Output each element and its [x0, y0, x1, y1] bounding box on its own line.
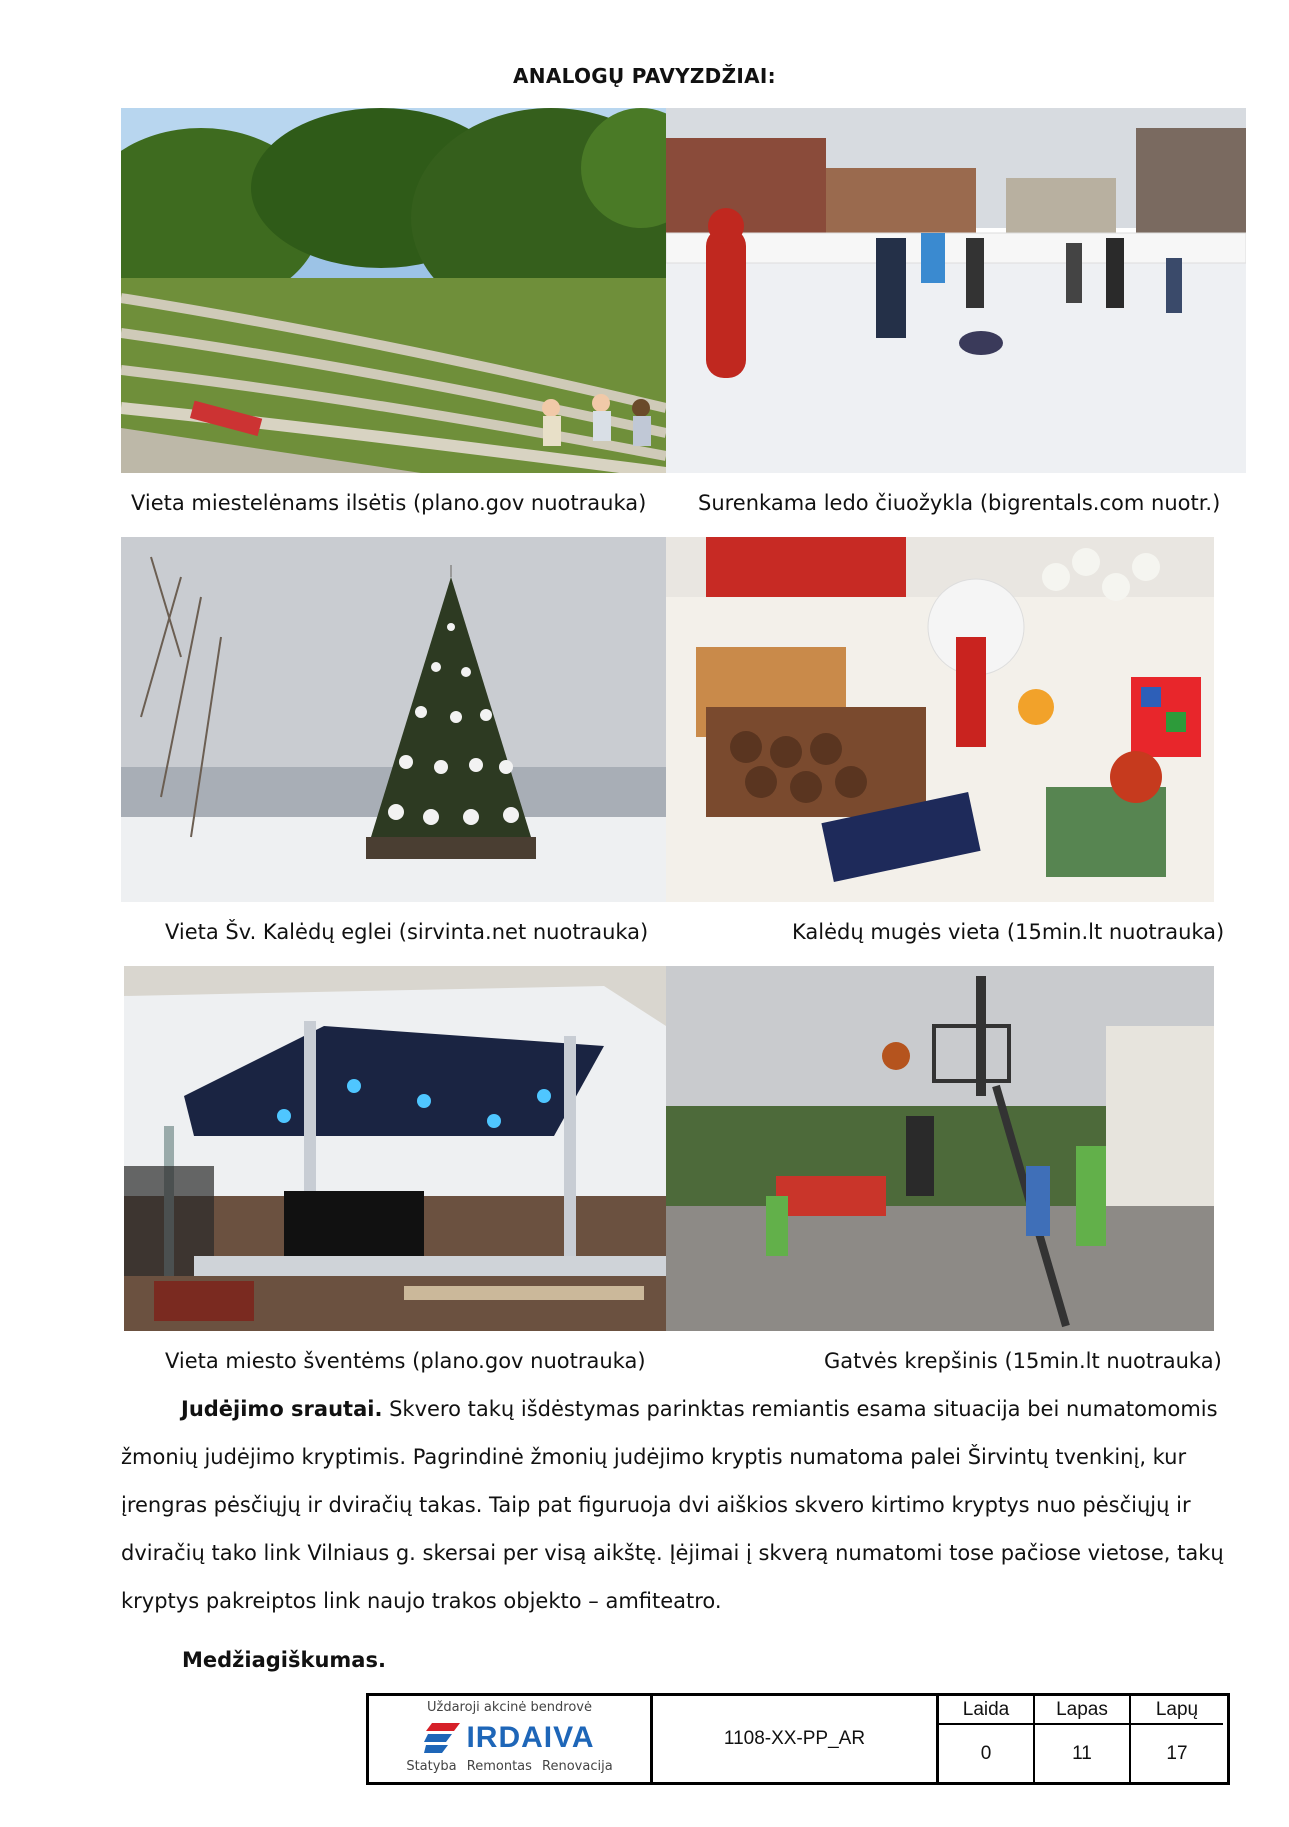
document-code: 1108-XX-PP_AR	[653, 1696, 939, 1782]
company-tagline: Statyba Remontas Renovacija	[406, 1759, 613, 1774]
caption-photo-2: Surenkama ledo čiuožykla (bigrentals.com nuotr.)	[698, 491, 1221, 515]
lapu-label: Lapų	[1131, 1696, 1223, 1725]
caption-photo-1: Vieta miestelėnams ilsėtis (plano.gov nuotrauka)	[131, 491, 647, 515]
photo-event-stage	[124, 966, 666, 1331]
movement-heading: Judėjimo srautai.	[181, 1397, 383, 1421]
sheet-info	[939, 1696, 1227, 1782]
company-type: Uždaroji akcinė bendrovė	[427, 1700, 592, 1715]
caption-photo-5: Vieta miesto šventėms (plano.gov nuotrauka)	[165, 1349, 646, 1373]
photo-christmas-tree	[121, 537, 666, 902]
company-name: IRDAIVA	[466, 1721, 595, 1754]
movement-paragraph	[121, 1385, 1233, 1625]
company-logo	[369, 1721, 650, 1755]
lapas-label: Lapas	[1035, 1696, 1131, 1725]
movement-text: Skvero takų išdėstymas parinktas remiantis esama situacija bei numatomomis žmonių judėjimo kryptimis. Pagrindinė žmonių judėjimo kryptis numatoma palei Širvintų tvenkinį, kur įrengras pėsčiųjų ir dviračių takas. Taip pat figuruoja dvi aiškios skvero kirtimo kryptys nuo pėsčiųjų ir dviračių tako link Vilniaus g. skersai per visą aikštę. Įėjimai į skverą numatomi tose pačiose vietose, takų kryptys pakreiptos link naujo trakos objekto – amfiteatro.	[121, 1397, 1224, 1613]
photo-ice-rink	[666, 108, 1246, 473]
photo-amphitheatre	[121, 108, 666, 473]
title-block	[366, 1693, 1230, 1785]
caption-photo-6: Gatvės krepšinis (15min.lt nuotrauka)	[824, 1349, 1222, 1373]
laida-label: Laida	[939, 1696, 1035, 1725]
caption-photo-3: Vieta Šv. Kalėdų eglei (sirvinta.net nuotrauka)	[165, 920, 649, 944]
page-heading: ANALOGŲ PAVYZDŽIAI:	[513, 64, 776, 88]
photo-street-basketball	[666, 966, 1214, 1331]
photo-christmas-market	[666, 537, 1214, 902]
caption-photo-4: Kalėdų mugės vieta (15min.lt nuotrauka)	[792, 920, 1225, 944]
company-logo-cell	[369, 1696, 653, 1782]
material-heading: Medžiagiškumas.	[182, 1648, 386, 1672]
lapas-value: 11	[1035, 1725, 1131, 1782]
lapu-value: 17	[1166, 1742, 1188, 1764]
laida-value: 0	[939, 1725, 1035, 1782]
irdaiva-logo-icon	[424, 1723, 460, 1753]
